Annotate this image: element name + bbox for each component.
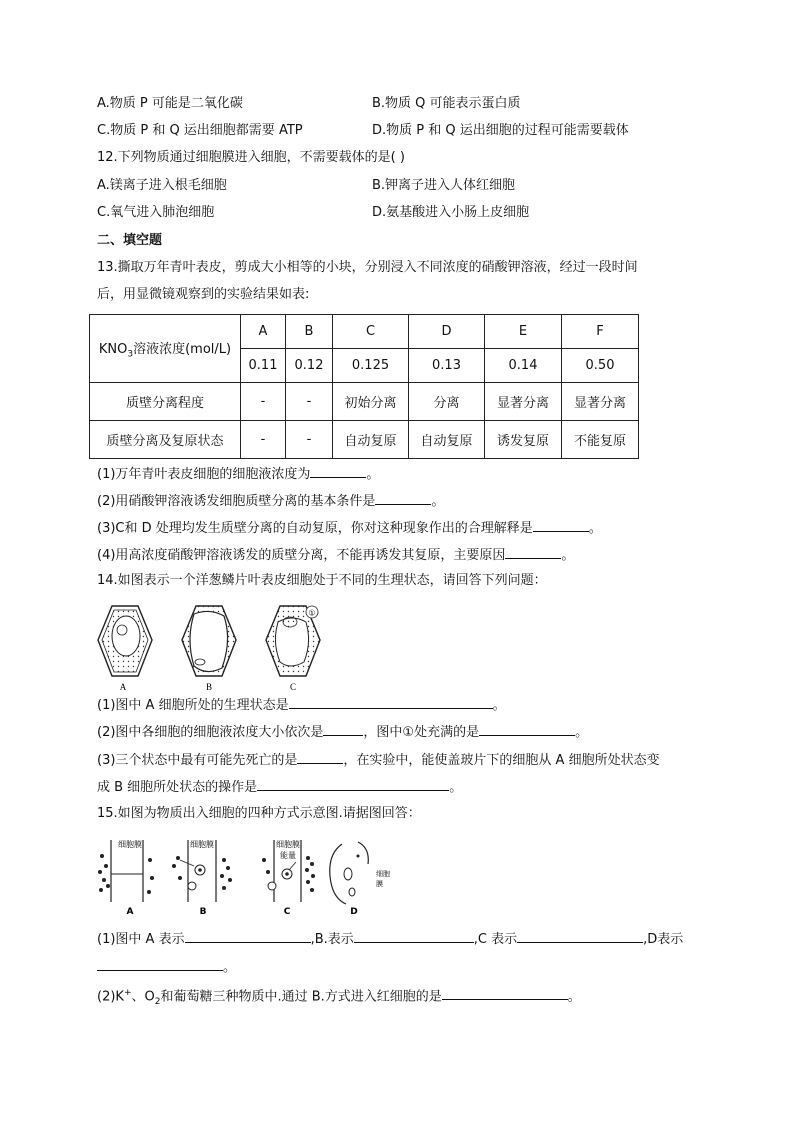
header-concentration-label: $KNO_3$溶液浓度(mol/L) (90, 315, 241, 383)
fig-label-a: A (119, 682, 127, 692)
table-cell: 初始分离 (333, 383, 409, 421)
q14-stem: 14.如图表示一个洋葱鳞片叶表皮细胞处于不同的生理状态，请回答下列问题： (97, 573, 547, 588)
transport-a (98, 839, 154, 902)
concentration-cell: 0.125 (333, 349, 409, 383)
table-cell: 显著分离 (562, 383, 639, 421)
concentration-cell: 0.50 (562, 349, 639, 383)
q13-sub2: (2)用硝酸钾溶液诱发细胞质壁分离的基本条件是 。 (97, 494, 445, 509)
q14-sub3: (3)三个状态中最有可能先死亡的是 ，在实验中，能使盖玻片下的细胞从 A 细胞所处状态变 (97, 753, 660, 768)
answer-blank[interactable] (97, 958, 223, 971)
q14-sub3-cont: 成 B 细胞所处状态的操作是 。 (97, 780, 463, 795)
table-cell: - (286, 383, 333, 421)
q12-option-b: B.钾离子进入人体红细胞 (372, 178, 516, 193)
answer-blank[interactable] (505, 546, 561, 559)
answer-blank[interactable] (354, 930, 474, 943)
membrane-label-d: 细胞 (376, 870, 390, 878)
cell-b (182, 606, 236, 676)
table-cell: - (241, 421, 286, 459)
answer-blank[interactable] (323, 723, 363, 736)
answer-blank[interactable] (442, 987, 568, 1000)
answer-blank[interactable] (310, 465, 366, 478)
section-title: 二、填空题 (97, 233, 163, 248)
table-cell: 自动复原 (409, 421, 485, 459)
q11-option-b: B.物质 Q 可能表示蛋白质 (372, 96, 521, 111)
answer-blank[interactable] (185, 930, 311, 943)
kno3-result-table (89, 314, 639, 459)
q11-option-c: C.物质 P 和 Q 运出细胞都需要 ATP (97, 123, 303, 138)
q11-option-d: D.物质 P 和 Q 运出细胞的过程可能需要载体 (372, 123, 629, 138)
concentration-cell: 0.12 (286, 349, 333, 383)
q13-stem-line1: 13.撕取万年青叶表皮，剪成大小相等的小块，分别浸入不同浓度的硝酸钾溶液，经过一段时间 (97, 260, 638, 275)
q14-sub1: (1)图中 A 细胞所处的生理状态是 。 (97, 698, 506, 713)
q14-sub2: (2)图中各细胞的细胞液浓度大小依次是 ，图中①处充满的是 。 (97, 725, 589, 740)
transport-figure (96, 834, 396, 920)
q12-option-a: A.镁离子进入根毛细胞 (97, 178, 227, 193)
cell-a (98, 606, 152, 676)
q13-stem-line2: 后，用显微镜观察到的实验结果如表: (97, 287, 310, 302)
table-cell: 显著分离 (485, 383, 562, 421)
q12-stem: 12.下列物质通过细胞膜进入细胞，不需要载体的是( ) (97, 150, 405, 165)
energy-label: 能量 (280, 851, 296, 860)
membrane-label: 细胞膜 (190, 840, 214, 849)
membrane-label: 细胞膜 (118, 840, 142, 849)
fig-label-d: D (350, 907, 358, 917)
answer-blank[interactable] (533, 519, 589, 532)
col-header: D (409, 315, 485, 349)
transport-c (262, 839, 315, 902)
cell-c (266, 606, 320, 676)
q13-sub4: (4)用高浓度硝酸钾溶液诱发的质壁分离，不能再诱发其复原，主要原因 。 (97, 548, 575, 563)
fig-label-c: C (289, 682, 297, 692)
answer-blank[interactable] (257, 778, 449, 791)
col-header: A (241, 315, 286, 349)
transport-d (330, 842, 390, 904)
fig-label-b: B (199, 907, 207, 917)
q12-option-c: C.氧气进入肺泡细胞 (97, 205, 215, 220)
q11-option-a: A.物质 P 可能是二氧化碳 (97, 96, 243, 111)
fig-label-b: B (205, 682, 213, 692)
q12-option-d: D.氨基酸进入小肠上皮细胞 (372, 205, 530, 220)
onion-cell-figure (92, 600, 342, 692)
q15-sub1: (1)图中 A 表示 ,B.表示 ,C 表示 ,D表示 (97, 932, 684, 947)
col-header: C (333, 315, 409, 349)
col-header: B (286, 315, 333, 349)
concentration-cell: 0.11 (241, 349, 286, 383)
table-cell: 诱发复原 (485, 421, 562, 459)
table-cell: - (241, 383, 286, 421)
transport-b (172, 839, 232, 902)
answer-blank[interactable] (375, 492, 431, 505)
table-cell: - (286, 421, 333, 459)
row-label-plasmolysis-degree: 质壁分离程度 (90, 383, 241, 421)
fig-label-c: C (283, 907, 291, 917)
q15-sub1-cont: 。 (97, 958, 236, 976)
q15-sub2: (2)K+、$O_2$和葡萄糖三种物质中.通过 B.方式进入红细胞的是 。 (97, 988, 581, 1007)
concentration-cell: 0.14 (485, 349, 562, 383)
row-label-recovery-state: 质壁分离及复原状态 (90, 421, 241, 459)
concentration-cell: 0.13 (409, 349, 485, 383)
membrane-label-d: 膜 (376, 880, 383, 888)
table-cell: 不能复原 (562, 421, 639, 459)
q15-stem: 15.如图为物质出入细胞的四种方式示意图.请据图回答： (97, 806, 421, 821)
col-header: F (562, 315, 639, 349)
answer-blank[interactable] (479, 723, 575, 736)
answer-blank[interactable] (289, 696, 493, 709)
answer-blank[interactable] (517, 930, 643, 943)
answer-blank[interactable] (297, 751, 343, 764)
q13-sub3: (3)C和 D 处理均发生质壁分离的自动复原，你对这种现象作出的合理解释是 。 (97, 521, 602, 536)
table-cell: 分离 (409, 383, 485, 421)
q13-sub1: (1)万年青叶表皮细胞的细胞液浓度为 。 (97, 467, 380, 482)
col-header: E (485, 315, 562, 349)
table-cell: 自动复原 (333, 421, 409, 459)
membrane-label: 细胞膜 (276, 840, 300, 849)
fig-marker: ① (308, 608, 316, 618)
fig-label-a: A (126, 907, 134, 917)
